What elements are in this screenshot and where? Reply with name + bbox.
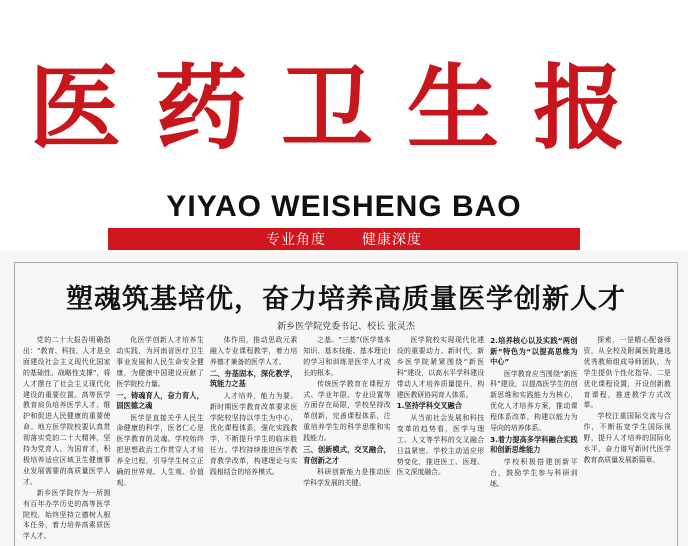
paragraph: 新乡医学院作为一所拥有百年办学历史的高等医学院校，始终坚持立德树人根本任务，着力培养高素质医学人才。 — [23, 488, 111, 541]
paragraph: 从当前社会发展和科技变革的趋势看，医学与理工、人文等学科的交叉融合日益紧密。学校主动适应形势变化，推进医工、医理、医文深度融合。 — [396, 413, 485, 477]
article-columns — [23, 335, 671, 545]
paragraph: 之基。“三基”(医学基本知识、基本技能、基本理论)的学习和训练是医学人才成长的根本。 — [303, 336, 391, 377]
section-heading: 2.培养核心以及实践“两创新”特色为“以提高思维为中心” — [490, 336, 578, 366]
paragraph: 学校注重国际交流与合作，不断拓宽学生国际视野，提升人才培养的国际化水平，奋力谱写新时代医学教育高质量发展新篇章。 — [583, 412, 671, 464]
section-heading: 1.坚持学科交叉融合 — [396, 401, 462, 411]
masthead — [0, 0, 688, 250]
paragraph: 科研创新能力是推动医学科学发展的关键。 — [303, 468, 391, 487]
newspaper-title: 医药卫生报 — [28, 54, 659, 162]
article-byline: 新乡医学院党委书记、校长 张灵杰 — [277, 322, 415, 332]
slogan-right: 健康深度 — [362, 232, 422, 248]
paragraph: 探索，一是精心配备师资，从全校及附属医院遴选优秀教师组成导师团队，为学生提供个性化指导。二是优化课程设置，开设创新教育课程，推进教学方式改革。 — [583, 336, 671, 410]
paragraph: 学校积极搭建创新平台，鼓励学生参与科研训练。 — [490, 457, 578, 488]
paragraph: 体作用，推动思政元素融入专业课程教学，着力培养德才兼备的医学人才。 — [209, 336, 298, 366]
newspaper-title-pinyin: YIYAO WEISHENG BAO — [166, 190, 522, 223]
section-heading: 二、夯基固本，深化教学，筑能力之基 — [209, 368, 298, 389]
article — [14, 262, 678, 546]
text-column — [23, 335, 110, 545]
paragraph: 医学院校实现现代化建设的重要动力。新时代，新乡医学院紧紧围绕“新医科”建设，以高水平学科建设带动人才培养质量提升，构建医教研协同育人体系。 — [396, 336, 485, 399]
paragraph: 医学是直接关乎人民生命健康的科学，医者仁心是医学教育的灵魂。学校始终把思想政治工作贯穿人才培养全过程，引导学生树立正确的世界观、人生观、价值观。 — [116, 413, 204, 487]
section-heading: 三、创新模式，交叉融合，育创新之才 — [303, 445, 391, 465]
paragraph: 传统医学教育在课程方式、学业年限、专业设置等方面存在局限，学校坚持改革创新，完善课程体系，注重培养学生的科学思维和实践能力。 — [303, 379, 391, 443]
text-column — [210, 335, 297, 545]
paragraph: 党的二十大报告明确指出：“教育、科技、人才是全面建设社会主义现代化国家的基础性、战略性支撑”，将人才摆在了社会主义现代化建设的重要位置。高等医学教育肩负培养医学人才、维护和促进人民健康的重要使命。地方医学院校要认真贯彻落实党的二十大精神，坚持为党育人、为国育才，积极培养适应区域卫生健康事业发展需要的高质量医学人才。 — [23, 336, 111, 486]
slogan-bar — [108, 228, 580, 250]
paragraph: 人才培养，能力为要。新时期医学教育改革要求医学院校坚持以学生为中心，优化课程体系，强化实践教学，不断提升学生的临床胜任力。学校持续推进医学教育教学改革，构建理论与实践相结合的培养模式。 — [209, 391, 298, 477]
section-heading: 3.着力提高多学科融合实践和创新思维能力 — [490, 434, 578, 455]
paragraph: 化医学创新人才培养生动实践，为河南省医疗卫生事业发展和人民生命安全健康，为健康中国建设贡献了医学院校力量。 — [116, 336, 204, 388]
text-column — [490, 335, 577, 545]
section-heading: 一、铸魂育人，奋力育人，固医德之魂 — [116, 390, 204, 411]
text-column — [303, 335, 390, 545]
slogan-left: 专业角度 — [266, 232, 326, 248]
text-column — [397, 335, 484, 545]
article-headline: 塑魂筑基培优，奋力培养高质量医学创新人才 — [66, 284, 626, 315]
text-column — [116, 335, 203, 545]
text-column — [584, 335, 671, 545]
paragraph: 医学教育应当围绕“新医科”建设，以提高医学生的创新思维和实践能力为核心，优化人才培养方案，推动课程体系改革，构建以能力为导向的培养体系。 — [490, 369, 578, 433]
